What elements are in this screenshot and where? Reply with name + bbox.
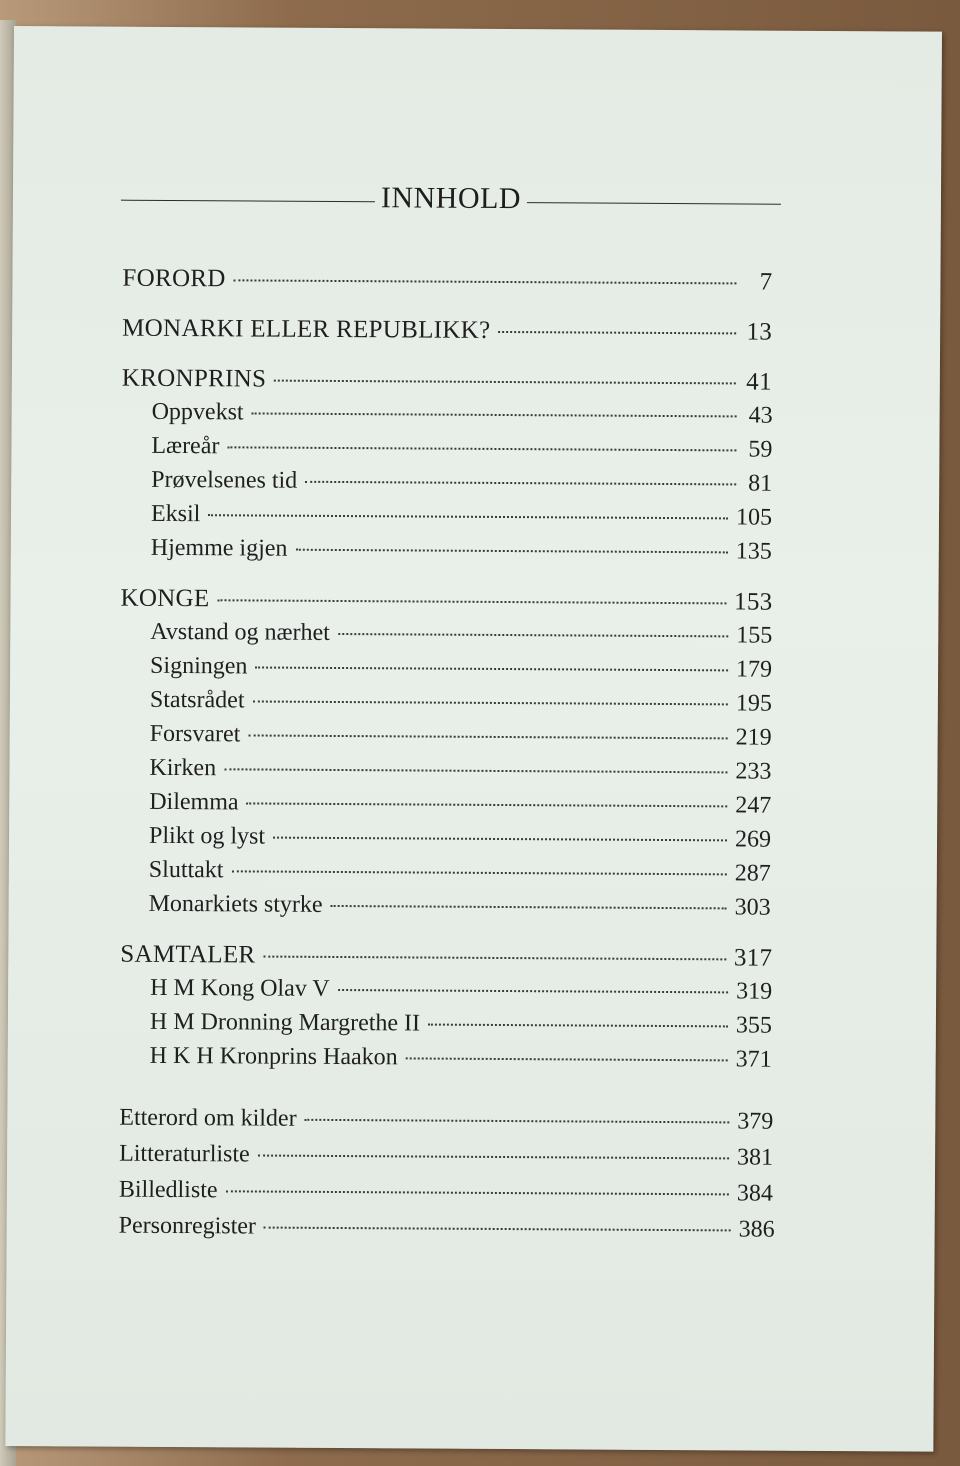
toc-entry-page: 371 [735, 1046, 772, 1073]
toc-entry-statsradet [150, 687, 772, 718]
toc-entry-page: 155 [736, 622, 773, 649]
book-page [5, 26, 942, 1452]
toc-entry-page: 319 [736, 978, 773, 1005]
dot-leader [264, 1227, 731, 1232]
toc-entry-page: 233 [735, 758, 772, 785]
toc-entry-dronning-margrethe [150, 1009, 772, 1040]
toc-entry-label: Billedliste [118, 1176, 218, 1204]
toc-entry-plikt-og-lyst [149, 823, 771, 854]
toc-entry-label: Eksil [150, 500, 201, 528]
dot-leader [498, 331, 736, 334]
dot-leader [331, 905, 727, 909]
toc-entry-litteraturliste [119, 1141, 773, 1172]
dot-leader [305, 481, 736, 486]
toc-entry-page: 7 [759, 268, 773, 296]
toc-entry-eksil [151, 501, 772, 532]
toc-entry-kronprins-haakon [150, 1043, 772, 1074]
toc-entry-avstand-og-naerhet [150, 619, 772, 650]
toc-entry-page: 303 [734, 894, 771, 921]
toc-entry-page: 179 [736, 656, 773, 683]
toc-entry-label: Statsrådet [149, 686, 245, 714]
dot-leader [263, 956, 725, 961]
toc-entry-forord [122, 265, 772, 297]
dot-leader [305, 1119, 730, 1124]
dot-leader [338, 633, 728, 637]
toc-entry-page: 41 [746, 368, 772, 396]
toc-entry-personregister [119, 1213, 775, 1244]
toc-entry-etterord [119, 1105, 773, 1136]
toc-entry-label: Avstand og nærhet [150, 618, 330, 646]
toc-entry-label: Etterord om kilder [119, 1104, 297, 1132]
dot-leader [227, 446, 736, 451]
toc-entry-label: KRONPRINS [121, 364, 267, 393]
contents-title: INNHOLD [380, 181, 522, 216]
toc-entry-page: 59 [748, 436, 773, 463]
dot-leader [295, 549, 727, 554]
toc-entry-monarkiets-styrke [149, 891, 771, 922]
toc-entry-page: 317 [733, 944, 773, 972]
toc-entry-page: 247 [735, 792, 772, 819]
heading-rule-right [527, 202, 781, 205]
toc-entry-label: Signingen [150, 652, 248, 680]
toc-entry-oppvekst [152, 399, 773, 430]
dot-leader [224, 768, 727, 773]
toc-entry-laerear [151, 433, 772, 464]
dot-leader [226, 1190, 729, 1195]
toc-entry-page: 43 [748, 402, 773, 429]
toc-entry-label: Monarkiets styrke [148, 890, 323, 918]
dot-leader [217, 599, 726, 604]
dot-leader [247, 802, 728, 807]
dot-leader [274, 380, 736, 385]
toc-entry-page: 219 [735, 724, 772, 751]
toc-entry-provelsenes-tid [151, 467, 772, 498]
toc-entry-page: 386 [738, 1216, 775, 1243]
toc-entry-label: H M Dronning Margrethe II [149, 1008, 421, 1037]
dot-leader [406, 1057, 728, 1061]
toc-entry-hjemme-igjen [151, 535, 772, 566]
toc-entry-kong-olav [150, 975, 772, 1006]
toc-entry-page: 153 [734, 588, 773, 616]
toc-entry-label: Prøvelsenes tid [151, 466, 298, 494]
toc-entry-kronprins [122, 365, 772, 397]
toc-entry-label: H K H Kronprins Haakon [149, 1042, 398, 1071]
toc-entry-page: 135 [735, 538, 772, 565]
contents-heading [121, 177, 781, 221]
toc-entry-page: 384 [736, 1180, 773, 1207]
toc-entry-page: 379 [737, 1108, 774, 1135]
heading-rule-left [121, 199, 375, 202]
toc-entry-label: Oppvekst [151, 398, 244, 426]
toc-entry-label: MONARKI ELLER REPUBLIKK? [122, 314, 491, 344]
toc-entry-page: 195 [735, 690, 772, 717]
toc-entry-forsvaret [150, 721, 772, 752]
toc-entry-label: Plikt og lyst [148, 822, 266, 850]
toc-entry-page: 381 [737, 1144, 774, 1171]
toc-entry-label: SAMTALER [120, 940, 256, 969]
toc-entry-page: 105 [735, 504, 773, 531]
toc-entry-label: Personregister [118, 1212, 257, 1240]
toc-entry-label: Litteraturliste [119, 1140, 250, 1168]
dot-leader [338, 989, 728, 993]
dot-leader [248, 734, 727, 739]
toc-entry-signingen [150, 653, 772, 684]
toc-entry-page: 287 [734, 860, 771, 887]
dot-leader [253, 700, 728, 705]
toc-entry-page: 269 [734, 826, 772, 853]
toc-entry-sluttakt [149, 857, 771, 888]
toc-entry-label: Hjemme igjen [150, 534, 288, 562]
dot-leader [252, 412, 737, 417]
dot-leader [255, 666, 728, 671]
toc-entry-dilemma [149, 789, 771, 820]
toc-entry-label: KONGE [120, 584, 210, 613]
toc-entry-kirken [149, 755, 771, 786]
toc-entry-monarki [122, 315, 772, 347]
toc-entry-page: 355 [735, 1012, 772, 1039]
dot-leader [234, 279, 737, 284]
dot-leader [208, 514, 728, 519]
toc-entry-konge [120, 585, 772, 617]
toc-entry-label: Forsvaret [149, 720, 241, 748]
toc-entry-label: Sluttakt [148, 856, 224, 884]
dot-leader [232, 870, 727, 875]
toc-entry-label: FORORD [122, 264, 226, 293]
toc-entry-page: 81 [748, 470, 773, 497]
toc-entry-label: Dilemma [149, 788, 239, 816]
toc-entry-page: 13 [746, 318, 773, 346]
toc-entry-label: Læreår [151, 432, 220, 460]
dot-leader [428, 1024, 728, 1028]
dot-leader [273, 837, 727, 842]
toc-entry-samtaler [120, 941, 772, 973]
toc-entry-label: H M Kong Olav V [150, 974, 330, 1002]
dot-leader [258, 1155, 729, 1160]
toc-entry-billedliste [119, 1177, 773, 1208]
toc-entry-label: Kirken [149, 754, 217, 782]
